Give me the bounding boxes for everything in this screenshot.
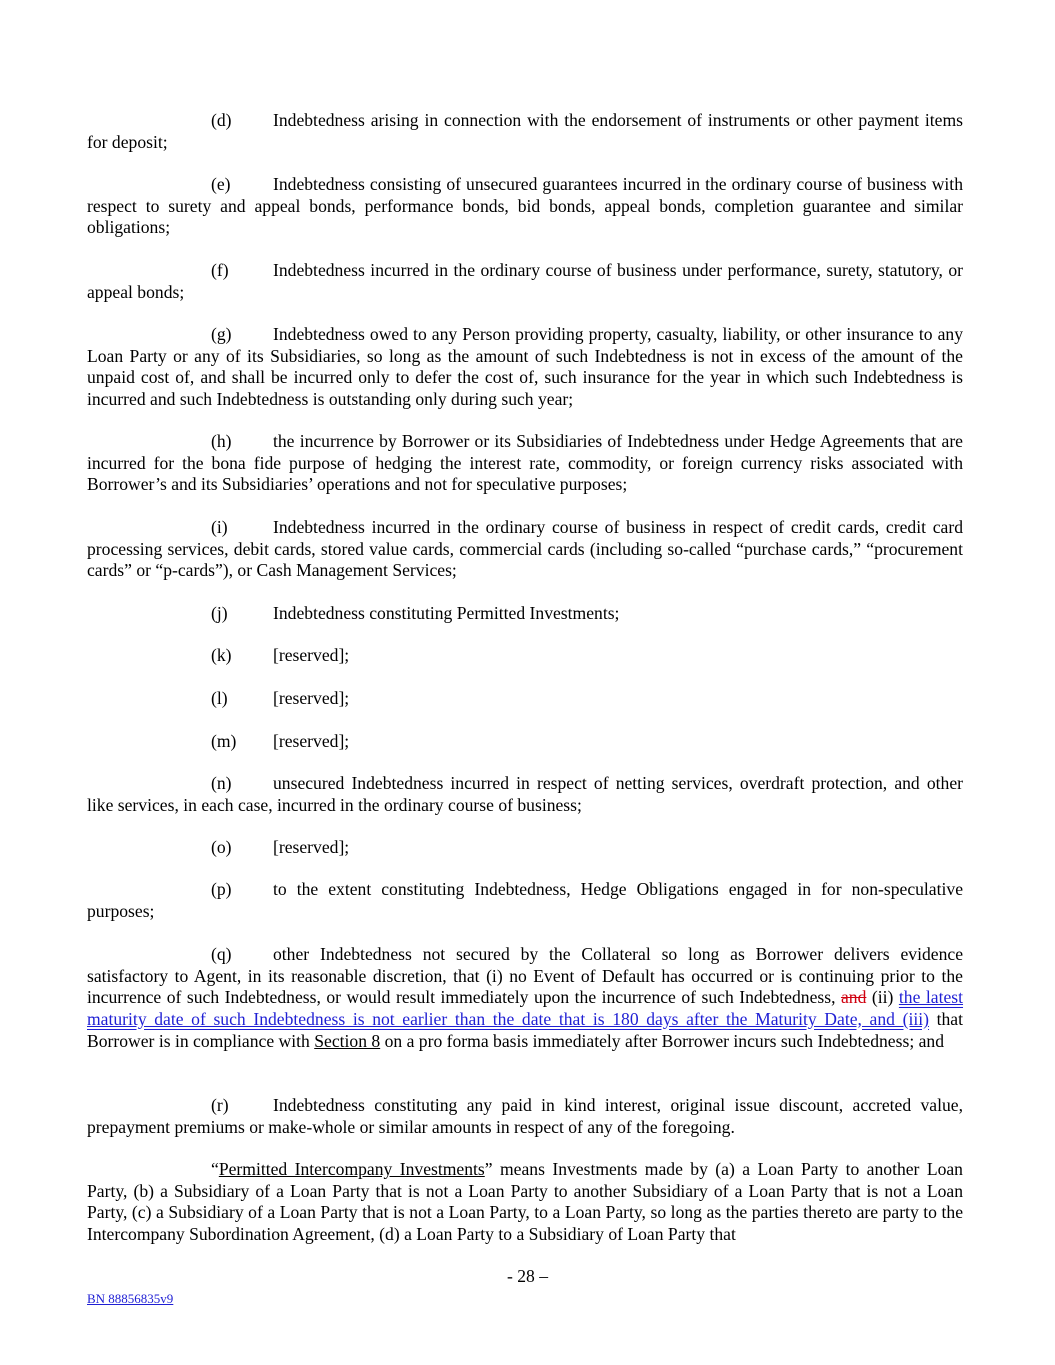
item-text: [reserved];	[273, 837, 350, 857]
item-text: [reserved];	[273, 645, 350, 665]
item-text-part-2: (ii)	[871, 987, 894, 1008]
item-m	[211, 731, 349, 753]
item-text: Indebtedness constituting any paid in kind interest, original issue discount, accreted value, prepayment premiums or make-whole or similar amounts in respect of any of the foregoing.	[87, 1095, 963, 1137]
item-label: (n)	[211, 773, 232, 793]
item-f	[87, 260, 963, 303]
item-d	[87, 110, 963, 153]
item-label: (k)	[211, 645, 232, 665]
item-label: (d)	[211, 110, 232, 130]
item-label: (j)	[211, 603, 228, 623]
document-id: BN 88856835v9	[87, 1291, 174, 1306]
item-label: (o)	[211, 837, 232, 857]
definition-open-quote: “	[211, 1159, 219, 1179]
item-text: unsecured Indebtedness incurred in respect of netting services, overdraft protection, and other like services, in each case, incurred in the ordinary course of business;	[87, 773, 963, 815]
item-label: (r)	[211, 1095, 229, 1115]
deleted-text: and	[840, 987, 867, 1008]
item-k	[211, 645, 349, 667]
definition-permitted-intercompany-investments	[87, 1159, 963, 1246]
item-text: the incurrence by Borrower or its Subsidiaries of Indebtedness under Hedge Agreements that are incurred for the bona fide purpose of hedging the interest rate, commodity, or foreign currency risks associated with Borrower’s and its Subsidiaries’ operations and not for speculative purposes;	[87, 431, 963, 495]
item-q	[87, 944, 963, 1053]
section-reference-link[interactable]: Section 8	[314, 1030, 381, 1051]
item-label: (l)	[211, 688, 228, 708]
item-n	[87, 773, 963, 816]
item-text: [reserved];	[273, 731, 350, 751]
item-label: (i)	[211, 517, 228, 537]
item-o	[211, 837, 349, 859]
item-p	[87, 879, 963, 922]
item-text-part-4: on a pro forma basis immediately after Borrower incurs such Indebtedness; and	[384, 1030, 945, 1051]
definition-close-quote: ”	[484, 1159, 493, 1179]
item-text: [reserved];	[273, 688, 350, 708]
item-label: (e)	[211, 174, 231, 194]
item-text: Indebtedness arising in connection with the endorsement of instruments or other payment items for deposit;	[87, 110, 963, 152]
item-g	[87, 324, 963, 411]
item-label: (m)	[211, 731, 237, 751]
item-text-part-3: that Borrower is in compliance with	[87, 1009, 963, 1051]
item-j	[211, 603, 619, 625]
item-i	[87, 517, 963, 582]
item-e	[87, 174, 963, 239]
defined-term: Permitted Intercompany Investments	[218, 1159, 485, 1179]
item-text: Indebtedness owed to any Person providing property, casualty, liability, or other insurance to any Loan Party or any of its Subsidiaries, so long as the amount of such Indebtedness is not in excess of the amount of the unpaid cost of, and shall be incurred only to defer the cost of, such insurance for the year in which such Indebtedness is incurred and such Indebtedness is outstanding only during such year;	[87, 324, 963, 410]
item-label: (h)	[211, 431, 232, 451]
item-l	[211, 688, 349, 710]
item-r	[87, 1095, 963, 1138]
item-label: (q)	[211, 944, 232, 964]
definition-text: means Investments made by (a) a Loan Party to another Loan Party, (b) a Subsidiary of a Loan Party that is not a Loan Party to another Subsidiary of a Loan Party that is not a Loan Party, (c) a Subsidiary of a Loan Party that is not a Loan Party, to a Loan Party, so long as the parties thereto are party to the Intercompany Subordination Agreement, (d) a Loan Party to a Subsidiary of Loan Party that	[87, 1159, 963, 1245]
item-text: to the extent constituting Indebtedness, Hedge Obligations engaged in for non-speculative purposes;	[87, 879, 963, 921]
item-text: Indebtedness incurred in the ordinary course of business in respect of credit cards, credit card processing services, debit cards, stored value cards, commercial cards (including so-called “purchase cards,” “procurement cards” or “p-cards”), or Cash Management Services;	[87, 517, 963, 581]
item-label: (p)	[211, 879, 232, 899]
item-text: Indebtedness constituting Permitted Investments;	[273, 603, 620, 623]
item-text: Indebtedness incurred in the ordinary course of business under performance, surety, statutory, or appeal bonds;	[87, 260, 963, 302]
inserted-text: the latest maturity date of such Indebtedness is not earlier than the date that is 180 days after the Maturity Date, and (iii)	[87, 987, 964, 1030]
item-label: (g)	[211, 324, 232, 344]
item-text-part-1: other Indebtedness not secured by the Collateral so long as Borrower delivers evidence satisfactory to Agent, in its reasonable discretion, that (i) no Event of Default has occurred or is continuing prior to the incurrence of such Indebtedness, or would result immediately upon the incurrence of such Indebtedness,	[87, 944, 963, 1008]
page-number: - 28 –	[506, 1266, 549, 1286]
item-label: (f)	[211, 260, 229, 280]
item-h	[87, 431, 963, 496]
item-text: Indebtedness consisting of unsecured guarantees incurred in the ordinary course of business with respect to surety and appeal bonds, performance bonds, bid bonds, appeal bonds, completion guarantee and similar obligations;	[87, 174, 963, 238]
